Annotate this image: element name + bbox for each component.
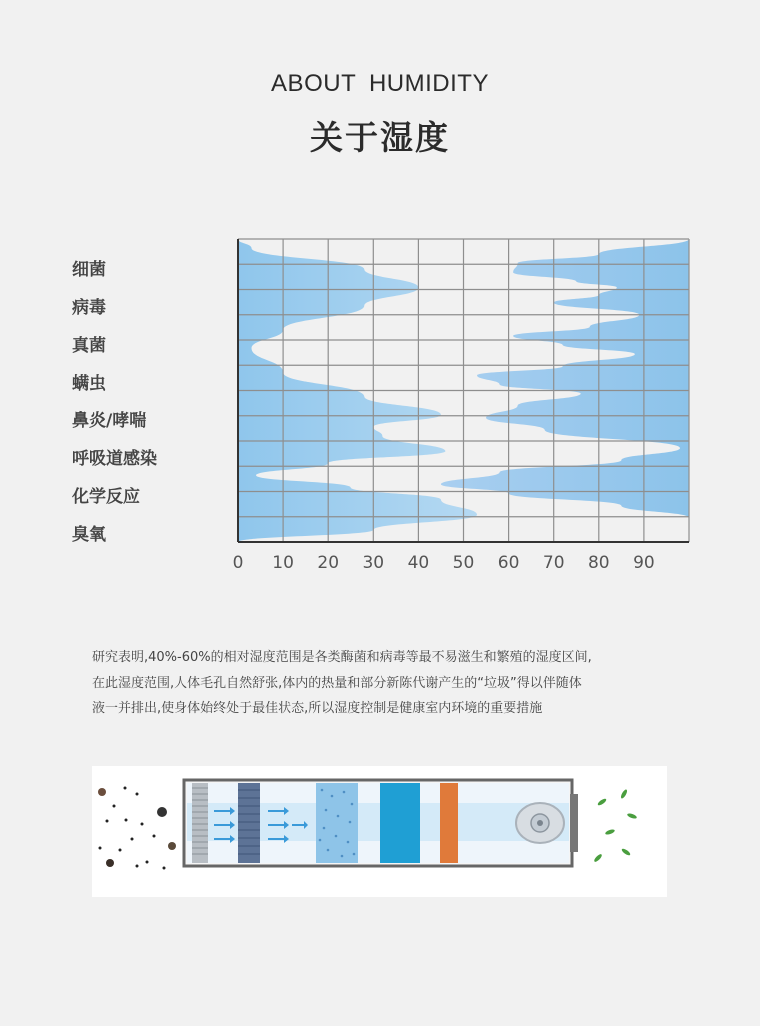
right-unhealthy-zone [441,239,689,518]
cyan-filter-layer [380,783,420,863]
row-label-rhinitis-asthma: 鼻炎/哮喘 [72,411,147,431]
x-tick-label: 90 [633,553,655,573]
page-title-cn: 关于湿度 [310,118,450,157]
x-tick-label: 10 [272,553,294,573]
x-axis-ticks [233,553,655,573]
x-tick-label: 60 [497,553,520,573]
description-line: 在此湿度范围,人体毛孔自然舒张,体内的热量和部分新陈代谢产生的“垃圾”得以伴随体 [92,675,582,691]
x-tick-label: 30 [362,553,385,573]
row-label-chemical-reaction: 化学反应 [72,487,140,507]
fan-outlet [570,794,578,852]
row-label-ozone: 臭氧 [72,525,106,545]
row-label-fungi: 真菌 [72,336,106,356]
x-tick-label: 80 [587,553,610,573]
pre-filter-layer [192,783,208,863]
humidity-range-chart [230,232,700,577]
mesh-filter-layer [238,783,260,863]
row-label-bacteria: 细菌 [72,260,106,280]
description-line: 研究表明,40%-60%的相对湿度范围是各类酶菌和病毒等最不易滋生和繁殖的湿度区间, [92,650,592,665]
row-label-virus: 病毒 [72,298,106,318]
row-label-respiratory-infection: 呼吸道感染 [72,449,157,469]
x-tick-label: 20 [317,553,340,573]
x-tick-label: 50 [452,553,475,573]
description-line: 液一并排出,使身体始终处于最佳状态,所以湿度控制是健康室内环境的重要措施 [92,701,543,716]
orange-filter-layer [440,783,458,863]
description [92,645,672,722]
page-title-en: ABOUT HUMIDITY [271,70,489,97]
filter-illustration [92,766,667,897]
dotted-filter-layer [316,783,358,863]
x-tick-label: 40 [407,553,430,573]
x-tick-label: 0 [232,553,244,573]
x-tick-label: 70 [542,553,565,573]
row-label-mites: 螨虫 [72,374,106,394]
